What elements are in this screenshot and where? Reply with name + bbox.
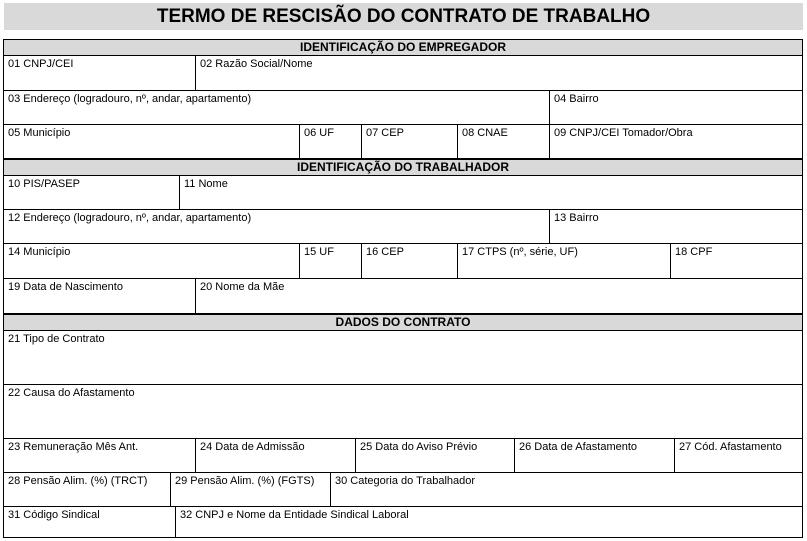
field-label: 03 Endereço (logradouro, nº, andar, apartamento) (8, 93, 252, 105)
form-row (4, 176, 802, 210)
field-codigo-sindical[interactable] (4, 507, 176, 538)
field-label: 18 CPF (675, 246, 713, 258)
section-header-trabalhador: IDENTIFICAÇÃO DO TRABALHADOR (4, 159, 802, 176)
field-razao-social[interactable] (196, 56, 802, 90)
field-entidade-sindical[interactable] (176, 507, 802, 538)
field-bairro-empregador[interactable] (550, 91, 802, 124)
field-nome-trabalhador[interactable] (180, 176, 802, 209)
field-label: 10 PIS/PASEP (8, 178, 80, 190)
field-label: 09 CNPJ/CEI Tomador/Obra (554, 127, 693, 139)
field-cod-afastamento[interactable] (675, 439, 802, 472)
field-label: 31 Código Sindical (8, 509, 100, 521)
form-row (4, 439, 802, 473)
field-bairro-trabalhador[interactable] (550, 210, 802, 243)
field-data-afastamento[interactable] (515, 439, 675, 472)
document-title: TERMO DE RESCISÃO DO CONTRATO DE TRABALHO (4, 3, 803, 30)
form-row (4, 385, 802, 439)
field-label: 24 Data de Admissão (200, 441, 305, 453)
field-label: 12 Endereço (logradouro, nº, andar, apartamento) (8, 212, 252, 224)
form-row (4, 473, 802, 507)
field-label: 16 CEP (366, 246, 404, 258)
field-label: 01 CNPJ/CEI (8, 58, 74, 70)
form-row (4, 331, 802, 385)
field-cpf[interactable] (671, 244, 802, 278)
field-endereco-trabalhador[interactable] (4, 210, 550, 243)
field-pis-pasep[interactable] (4, 176, 180, 209)
field-tipo-contrato[interactable] (4, 331, 802, 384)
field-municipio-trabalhador[interactable] (4, 244, 300, 278)
field-label: 02 Razão Social/Nome (200, 58, 313, 70)
field-label: 06 UF (304, 127, 334, 139)
field-label: 29 Pensão Alim. (%) (FGTS) (175, 475, 315, 487)
field-label: 27 Cód. Afastamento (679, 441, 782, 453)
field-uf-trabalhador[interactable] (300, 244, 362, 278)
field-label: 14 Município (8, 246, 71, 258)
field-causa-afastamento[interactable] (4, 385, 802, 438)
field-cnae[interactable] (458, 125, 550, 158)
field-label: 20 Nome da Mãe (200, 281, 285, 293)
form-row (4, 279, 802, 314)
field-label: 30 Categoria do Trabalhador (335, 475, 476, 487)
field-label: 23 Remuneração Mês Ant. (8, 441, 139, 453)
field-data-nascimento[interactable] (4, 279, 196, 313)
field-label: 11 Nome (184, 178, 228, 190)
form-row (4, 56, 802, 91)
field-cnpj-tomador[interactable] (550, 125, 802, 158)
field-label: 08 CNAE (462, 127, 508, 139)
field-pensao-trct[interactable] (4, 473, 171, 506)
form-row (4, 125, 802, 159)
section-header-contrato: DADOS DO CONTRATO (4, 314, 802, 331)
field-label: 05 Município (8, 127, 71, 139)
trct-form (3, 39, 803, 538)
field-label: 22 Causa do Afastamento (8, 387, 135, 399)
form-row (4, 507, 802, 538)
field-ctps[interactable] (458, 244, 671, 278)
field-data-aviso-previo[interactable] (356, 439, 515, 472)
field-label: 25 Data do Aviso Prévio (360, 441, 478, 453)
field-label: 32 CNPJ e Nome da Entidade Sindical Laboral (180, 509, 409, 521)
field-label: 19 Data de Nascimento (8, 281, 123, 293)
field-nome-mae[interactable] (196, 279, 802, 313)
field-label: 28 Pensão Alim. (%) (TRCT) (8, 475, 148, 487)
field-label: 13 Bairro (554, 212, 599, 224)
form-row (4, 210, 802, 244)
field-cep-trabalhador[interactable] (362, 244, 458, 278)
field-remuneracao[interactable] (4, 439, 196, 472)
field-uf-empregador[interactable] (300, 125, 362, 158)
form-row (4, 91, 802, 125)
field-municipio-empregador[interactable] (4, 125, 300, 158)
section-header-empregador: IDENTIFICAÇÃO DO EMPREGADOR (4, 40, 802, 56)
field-label: 15 UF (304, 246, 334, 258)
field-label: 04 Bairro (554, 93, 599, 105)
field-label: 26 Data de Afastamento (519, 441, 638, 453)
field-cep-empregador[interactable] (362, 125, 458, 158)
field-label: 21 Tipo de Contrato (8, 333, 105, 345)
field-label: 17 CTPS (nº, série, UF) (462, 246, 578, 258)
field-cnpj-cei[interactable] (4, 56, 196, 90)
field-categoria-trabalhador[interactable] (331, 473, 802, 506)
field-label: 07 CEP (366, 127, 404, 139)
field-pensao-fgts[interactable] (171, 473, 331, 506)
form-row (4, 244, 802, 279)
field-data-admissao[interactable] (196, 439, 356, 472)
field-endereco-empregador[interactable] (4, 91, 550, 124)
